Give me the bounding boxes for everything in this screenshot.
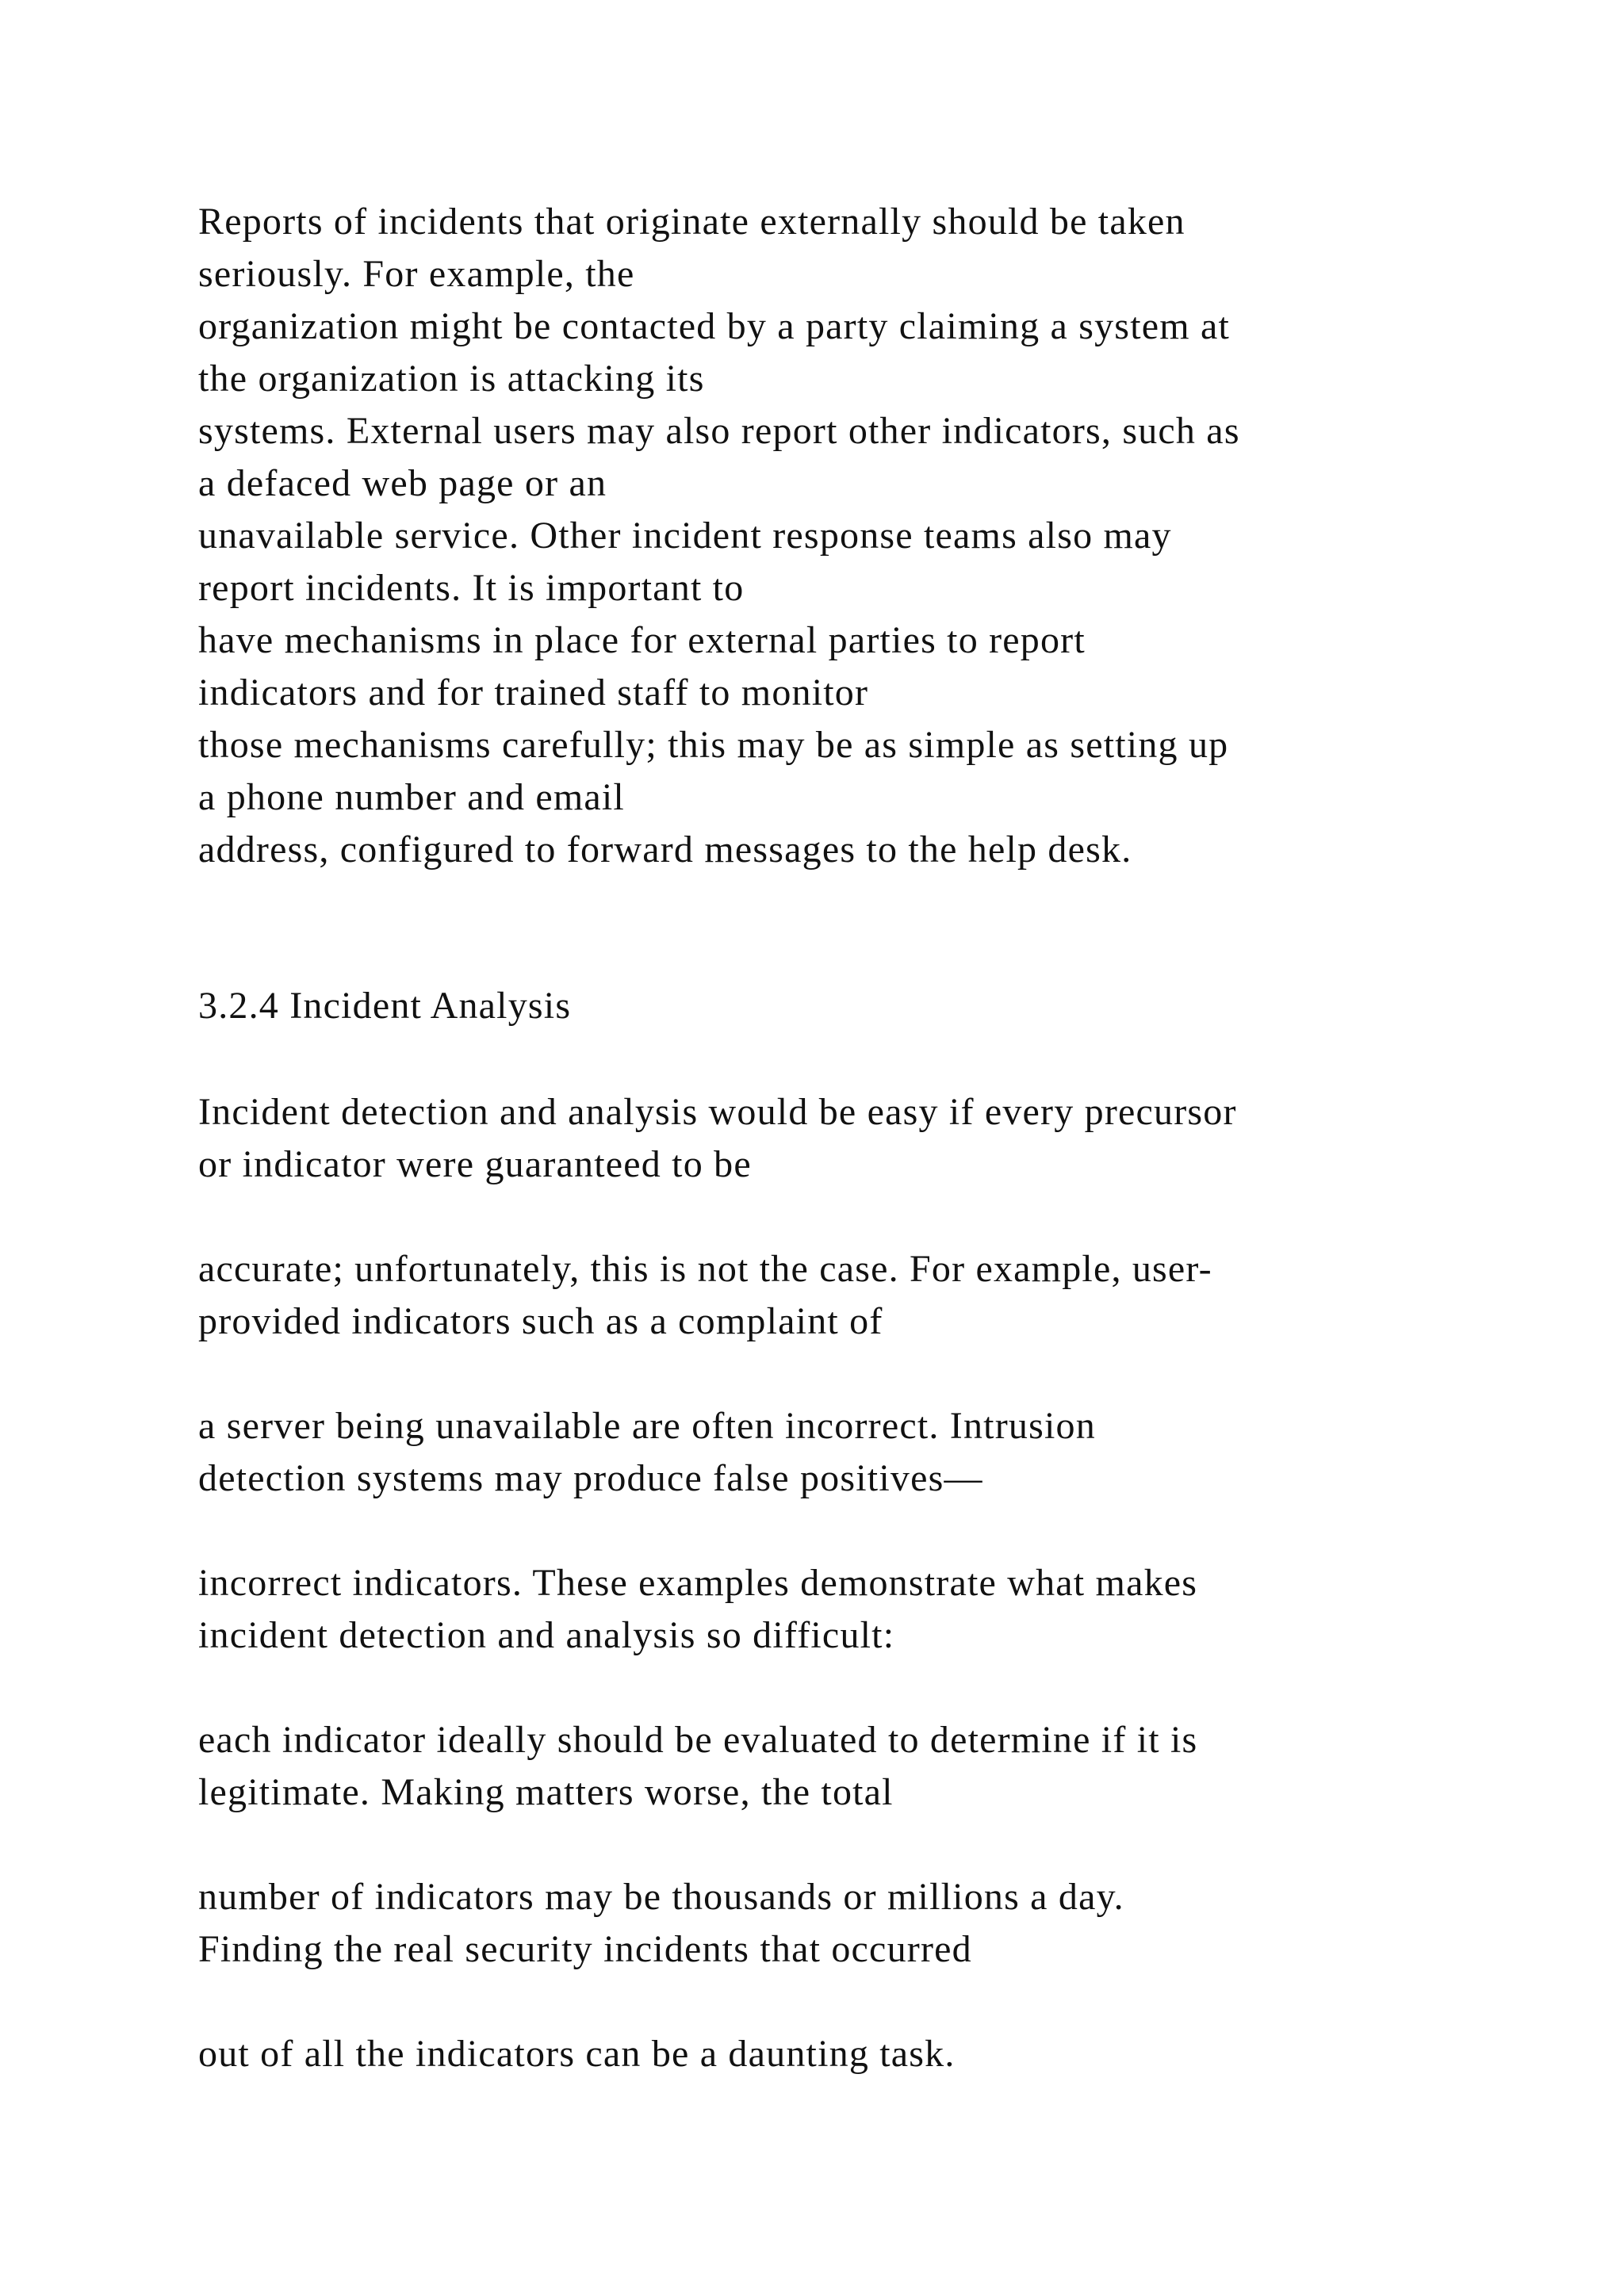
paragraph-1-line-13: address, configured to forward messages to the help desk. — [198, 828, 1132, 871]
paragraph-2-line-12: Finding the real security incidents that occurred — [198, 1928, 972, 1970]
paragraph-2-line-3: accurate; unfortunately, this is not the case. For example, user- — [198, 1248, 1212, 1290]
paragraph-2-line-1: Incident detection and analysis would be easy if every precursor — [198, 1091, 1237, 1133]
paragraph-2-line-2: or indicator were guaranteed to be — [198, 1143, 752, 1185]
section-heading: 3.2.4 Incident Analysis — [198, 985, 572, 1027]
paragraph-2-line-4: provided indicators such as a complaint of — [198, 1300, 883, 1342]
paragraph-1-line-3: organization might be contacted by a party claiming a system at — [198, 305, 1231, 347]
paragraph-1-line-10: indicators and for trained staff to monitor — [198, 672, 869, 714]
paragraph-2-line-5: a server being unavailable are often incorrect. Intrusion — [198, 1405, 1096, 1447]
paragraph-1-line-11: those mechanisms carefully; this may be as simple as setting up — [198, 724, 1229, 766]
paragraph-1-line-2: seriously. For example, the — [198, 253, 635, 295]
paragraph-1-line-9: have mechanisms in place for external parties to report — [198, 619, 1086, 661]
paragraph-1-line-1: Reports of incidents that originate externally should be taken — [198, 201, 1185, 243]
paragraph-2-line-9: each indicator ideally should be evaluated to determine if it is — [198, 1719, 1198, 1761]
paragraph-2-line-13: out of all the indicators can be a daunting task. — [198, 2033, 956, 2075]
paragraph-2-line-8: incident detection and analysis so difficult: — [198, 1614, 895, 1656]
paragraph-1-line-12: a phone number and email — [198, 776, 625, 818]
paragraph-2-line-7: incorrect indicators. These examples demonstrate what makes — [198, 1562, 1198, 1604]
paragraph-1-line-7: unavailable service. Other incident response teams also may — [198, 515, 1172, 557]
paragraph-1-line-6: a defaced web page or an — [198, 462, 607, 504]
paragraph-2-line-6: detection systems may produce false positives— — [198, 1457, 983, 1499]
paragraph-2-line-11: number of indicators may be thousands or millions a day. — [198, 1876, 1124, 1918]
paragraph-2-line-10: legitimate. Making matters worse, the total — [198, 1771, 894, 1813]
paragraph-1-line-8: report incidents. It is important to — [198, 567, 745, 609]
paragraph-1-line-5: systems. External users may also report other indicators, such as — [198, 410, 1240, 452]
paragraph-1-line-4: the organization is attacking its — [198, 358, 705, 400]
